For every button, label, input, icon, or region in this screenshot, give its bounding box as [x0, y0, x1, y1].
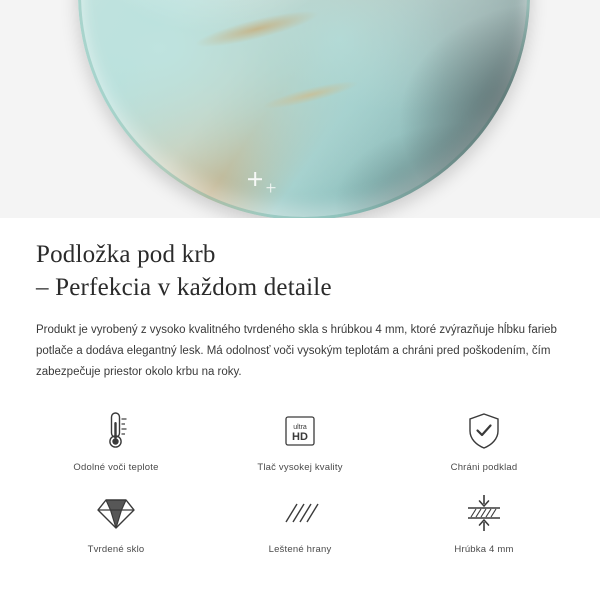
page-title — [36, 238, 564, 304]
glass-disc-rim — [78, 0, 530, 218]
svg-text:HD: HD — [292, 431, 308, 443]
shield-check-icon — [466, 409, 502, 453]
feature-label: Tvrdené sklo — [87, 544, 145, 555]
page-title-line-2: – Perfekcia v každom detaile — [36, 274, 332, 301]
thermometer-icon — [99, 409, 133, 453]
ultra-hd-icon — [280, 409, 320, 453]
content-block — [0, 218, 600, 383]
feature-label: Chráni podklad — [450, 462, 518, 473]
page-title-line-1: Podložka pod krb — [36, 241, 216, 268]
feature-item-tempered-glass — [24, 491, 208, 555]
feature-grid — [0, 409, 600, 555]
svg-text:ultra: ultra — [293, 424, 307, 431]
feature-item-temperature — [24, 409, 208, 473]
feature-item-print-quality — [208, 409, 392, 473]
feature-item-thickness — [392, 491, 576, 555]
feature-label: Tlač vysokej kvality — [257, 462, 343, 473]
feature-item-polished-edges — [208, 491, 392, 555]
glass-disc-product-image — [78, 0, 530, 218]
thickness-icon — [462, 491, 506, 535]
hero-image — [0, 0, 600, 218]
diamond-icon — [95, 491, 137, 535]
feature-label: Hrúbka 4 mm — [454, 544, 514, 555]
feature-label: Odolné voči teplote — [73, 462, 159, 473]
feature-item-protects-surface — [392, 409, 576, 473]
polished-edges-icon — [280, 491, 320, 535]
sparkle-icon — [248, 172, 262, 186]
feature-label: Leštené hrany — [268, 544, 332, 555]
sparkle-icon — [266, 183, 275, 192]
description-paragraph: Produkt je vyrobený z vysoko kvalitného tvrdeného skla s hrúbkou 4 mm, ktoré zvýrazňuje hĺbku farieb potlače a dodáva elegantný lesk. Má odolnosť voči vysokým teplotám a chráni pred poškodením, čím zabezpečuje priestor okolo krbu na roky. — [36, 324, 557, 378]
